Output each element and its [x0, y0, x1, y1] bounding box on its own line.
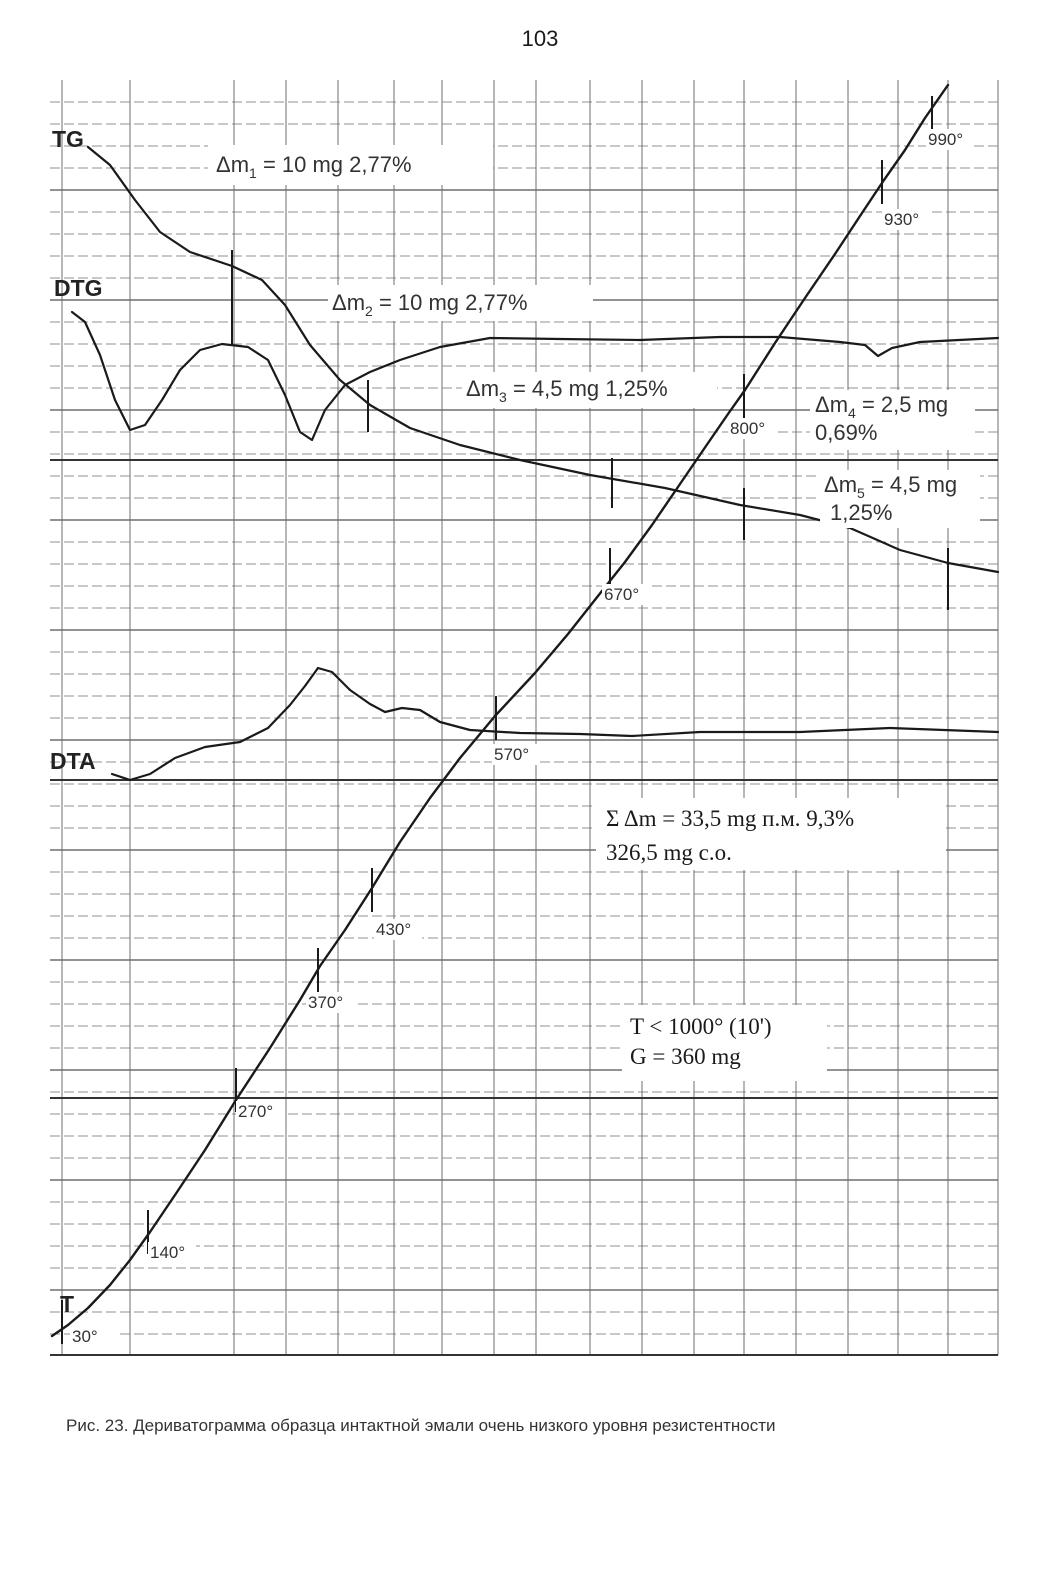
- mass-loss-2-symbol: Δm: [332, 290, 366, 315]
- svg-text:Δm5 = 4,5 mg: [824, 472, 957, 501]
- mass-loss-5-percent: 1,25%: [830, 500, 893, 525]
- summary-total-loss: Σ Δm = 33,5 mg п.м. 9,3%: [606, 806, 855, 831]
- temperature-label: 800°: [730, 419, 766, 438]
- temperature-label: 370°: [308, 993, 344, 1012]
- mass-loss-2-index: 2: [365, 303, 373, 319]
- conditions-temperature: T < 1000° (10'): [630, 1014, 772, 1039]
- mass-loss-2-text: = 10 mg 2,77%: [372, 290, 528, 315]
- dta-curve-label: DTA: [50, 748, 96, 774]
- dta-curve: [112, 668, 998, 780]
- temperature-label: 930°: [884, 210, 920, 229]
- svg-text:Δm2 = 10 mg 2,77%: [332, 290, 528, 319]
- temperature-label: 670°: [604, 585, 640, 604]
- svg-text:Δm4 = 2,5 mg: [815, 392, 948, 421]
- temperature-label: 990°: [928, 130, 964, 149]
- mass-loss-4-symbol: Δm: [815, 392, 849, 417]
- summary-box: [596, 798, 946, 870]
- tg-curve-label: TG: [52, 126, 84, 152]
- mass-loss-4: [810, 390, 975, 450]
- mass-loss-4-text: = 2,5 mg: [855, 392, 949, 417]
- dtg-curve-label: DTG: [54, 275, 103, 301]
- svg-text:Δm1 = 10 mg 2,77%: [216, 152, 412, 181]
- svg-text:Δm3 = 4,5 mg 1,25%: [466, 376, 668, 405]
- conditions-box: [622, 1005, 827, 1081]
- mass-loss-3-symbol: Δm: [466, 376, 500, 401]
- mass-loss-4-index: 4: [848, 405, 856, 421]
- mass-loss-1: [208, 145, 493, 185]
- mass-loss-1-text: = 10 mg 2,77%: [256, 152, 412, 177]
- temperature-label: 570°: [494, 745, 530, 764]
- mass-loss-5-symbol: Δm: [824, 472, 858, 497]
- summary-residue: 326,5 mg с.о.: [606, 840, 732, 865]
- mass-loss-5-index: 5: [857, 485, 865, 501]
- chart-grid: [50, 80, 998, 1355]
- temperature-label: 140°: [150, 1243, 186, 1262]
- figure-caption: Рис. 23. Дериватограмма образца интактной эмали очень низкого уровня резистентности: [66, 1416, 776, 1435]
- t-curve-label: T: [60, 1291, 75, 1317]
- mass-loss-3-text: = 4,5 mg 1,25%: [506, 376, 668, 401]
- conditions-sample-mass: G = 360 mg: [630, 1044, 741, 1069]
- page-number: 103: [521, 26, 559, 51]
- mass-loss-2: [328, 285, 593, 321]
- mass-loss-1-symbol: Δm: [216, 152, 250, 177]
- temperature-label: 270°: [238, 1102, 274, 1121]
- temperature-label: 30°: [72, 1327, 98, 1346]
- chart-curves: [52, 85, 998, 1336]
- mass-loss-1-index: 1: [249, 165, 257, 181]
- mass-loss-3: [462, 372, 717, 408]
- mass-loss-5-text: = 4,5 mg: [864, 472, 958, 497]
- mass-loss-3-index: 3: [499, 389, 507, 405]
- t-curve: [52, 85, 948, 1336]
- mass-loss-5: [820, 470, 980, 528]
- temperature-label: 430°: [376, 920, 412, 939]
- mass-loss-4-percent: 0,69%: [815, 420, 878, 445]
